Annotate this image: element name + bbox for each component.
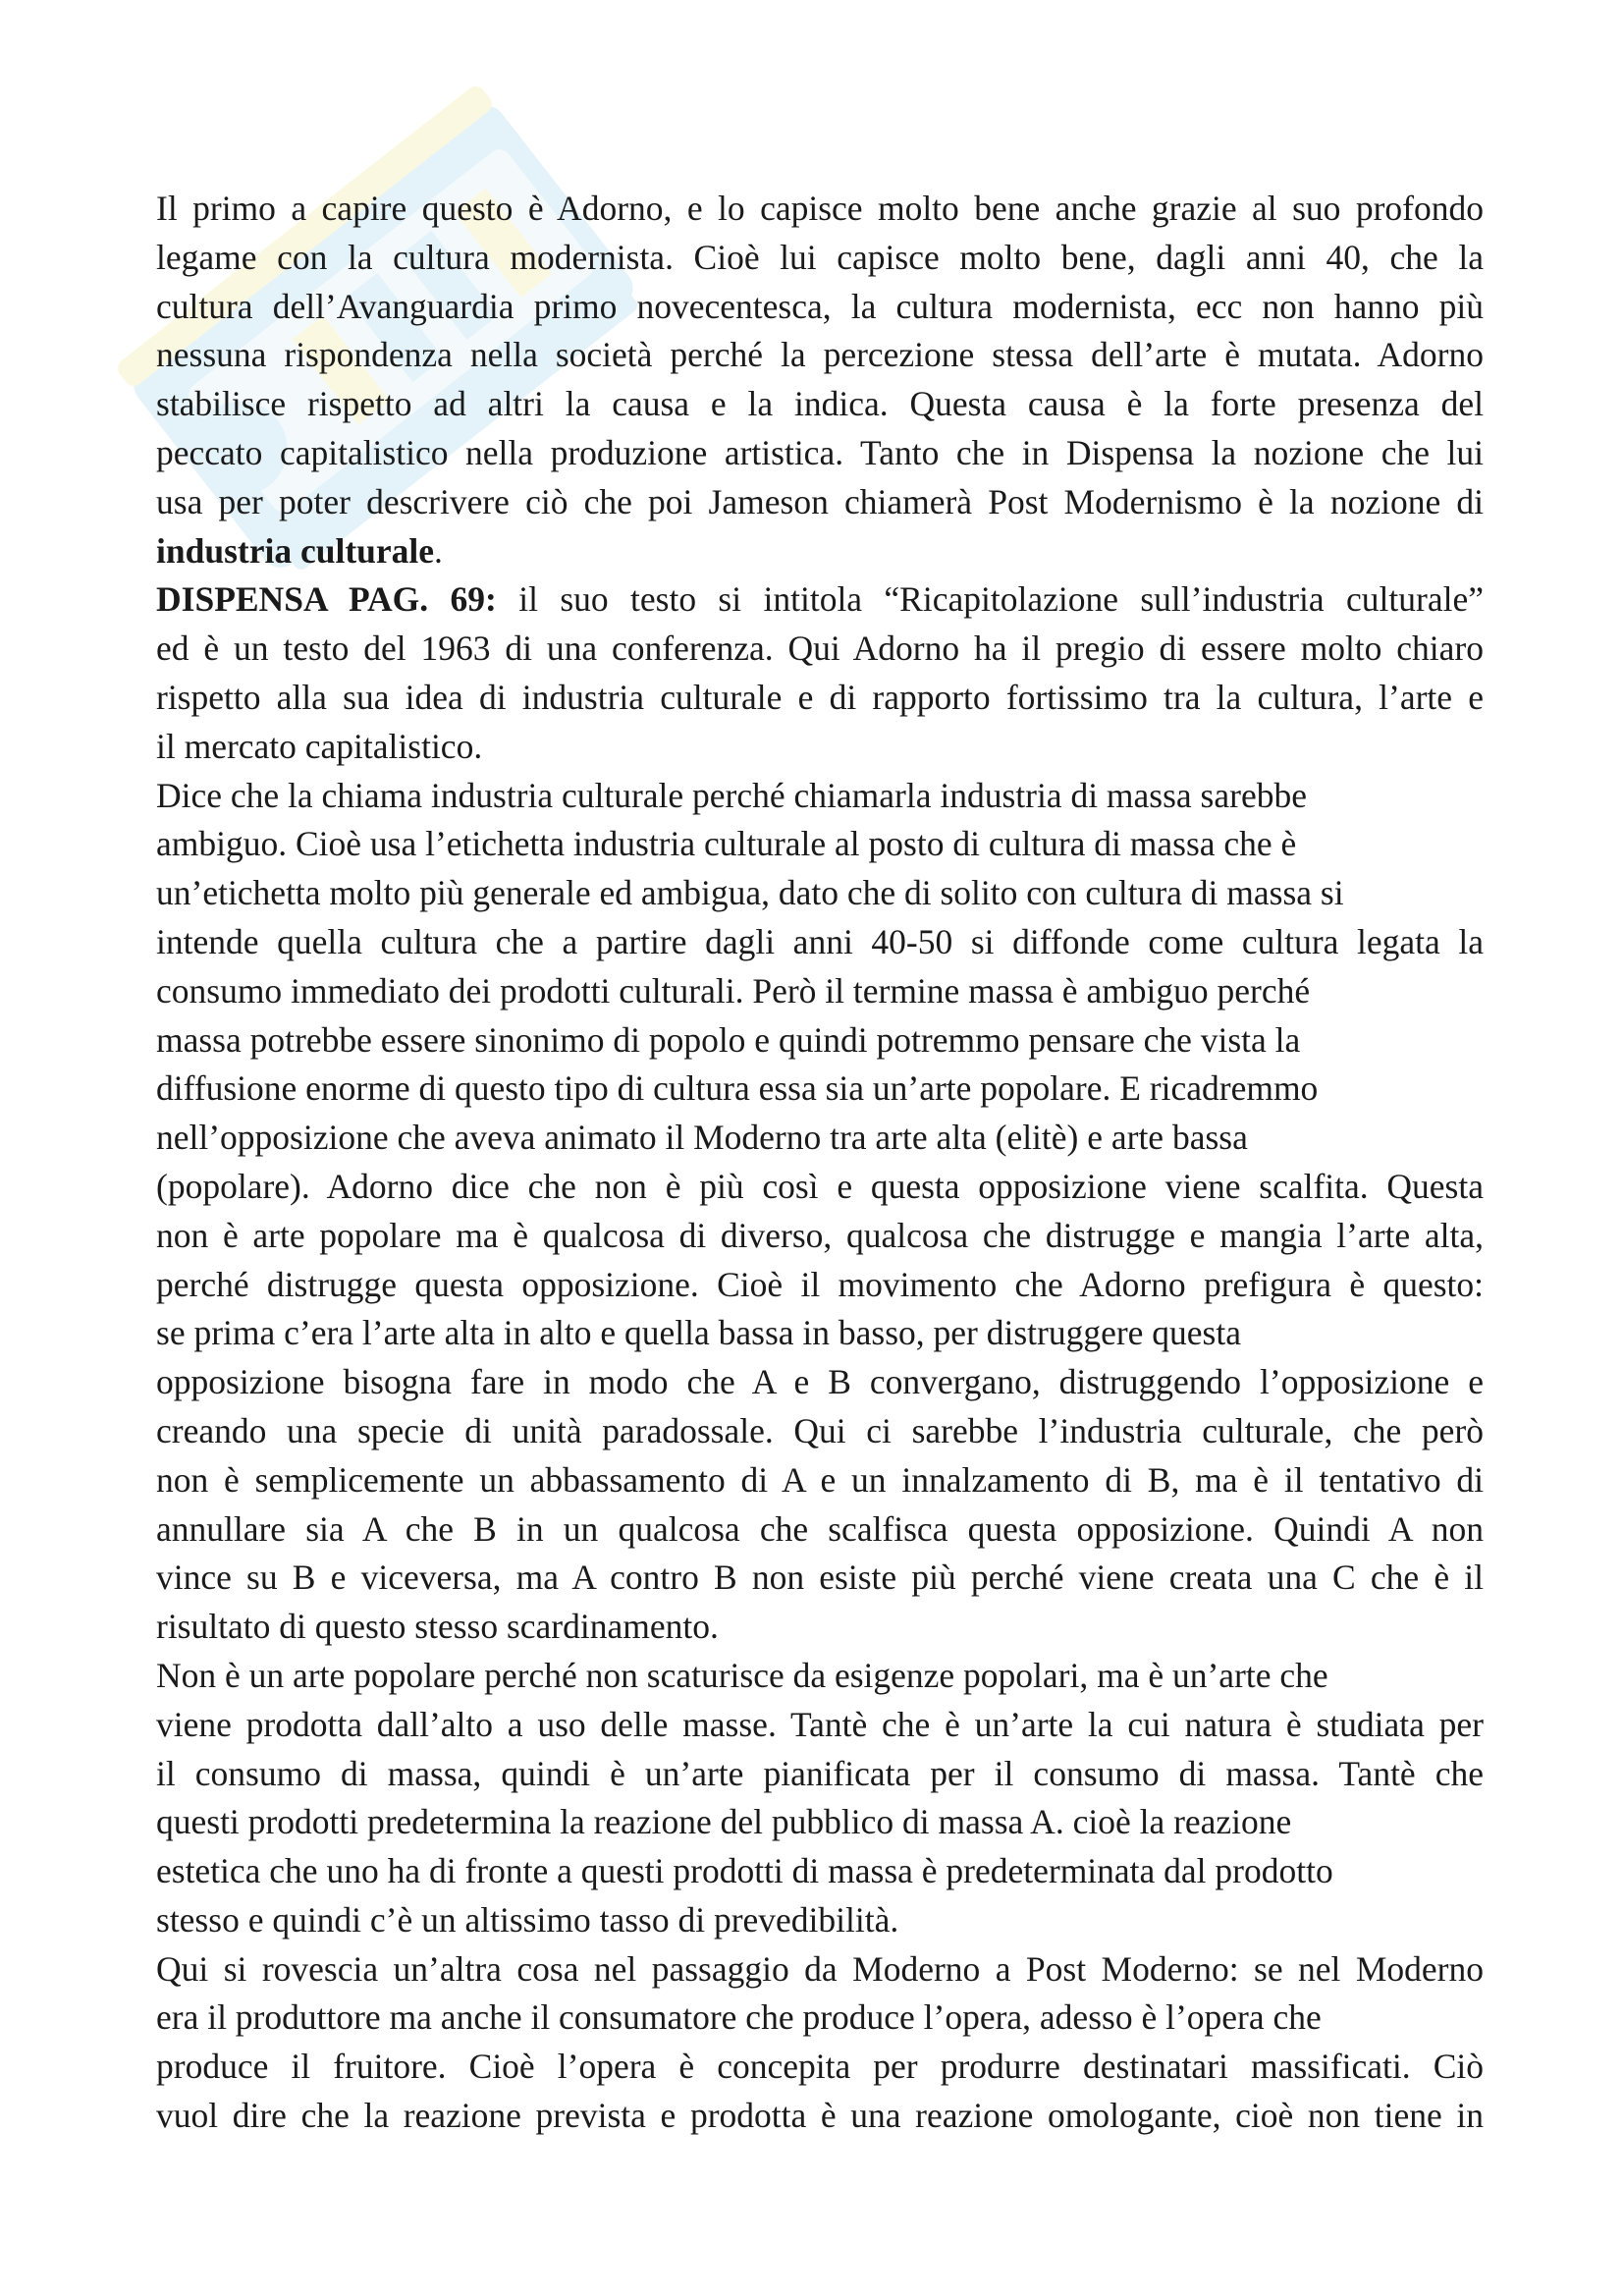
text-run: ed è un testo del 1963 di una conferenza. Qui Adorno ha il pregio di essere molto chiaro: [156, 629, 1484, 669]
text-run: il consumo di massa, quindi è un’arte pianificata per il consumo di massa. Tantè che: [156, 1753, 1484, 1793]
text-line: [156, 380, 1484, 429]
text-line: [156, 772, 1484, 821]
text-line: [156, 1994, 1484, 2043]
text-line: [156, 283, 1484, 332]
paragraph: [156, 772, 1484, 1652]
text-run: risultato di questo stesso scardinamento.: [156, 1607, 719, 1647]
text-run: non è semplicemente un abbassamento di A e un innalzamento di B, ma è il tentativo di: [156, 1459, 1484, 1500]
text-line: [156, 1016, 1484, 1066]
text-line: [156, 2043, 1484, 2092]
text-line: [156, 478, 1484, 527]
text-run: questi prodotti predetermina la reazione del pubblico di massa A. cioè la reazione: [156, 1802, 1292, 1842]
text-line: [156, 1212, 1484, 1261]
text-run: intende quella cultura che a partire dagli anni 40-50 si diffonde come cultura legata la: [156, 921, 1484, 961]
text-line: [156, 1309, 1484, 1358]
text-run: se prima c’era l’arte alta in alto e quella bassa in basso, per distruggere questa: [156, 1313, 1241, 1353]
text-line: [156, 1407, 1484, 1456]
text-run: nessuna rispondenza nella società perché la percezione stessa dell’arte è mutata. Adorno: [156, 335, 1484, 375]
text-line: [156, 1847, 1484, 1896]
text-run: legame con la cultura modernista. Cioè lui capisce molto bene, dagli anni 40, che la: [156, 237, 1484, 277]
text-run: non è arte popolare ma è qualcosa di diverso, qualcosa che distrugge e mangia l’arte alta,: [156, 1215, 1484, 1255]
text-line: [156, 1896, 1484, 1945]
text-line: [156, 869, 1484, 918]
text-line: [156, 234, 1484, 283]
text-run: il suo testo si intitola “Ricapitolazione sull’industria culturale”: [496, 579, 1484, 620]
text-line: [156, 527, 1484, 576]
text-line: [156, 2092, 1484, 2141]
text-run: il mercato capitalistico.: [156, 726, 483, 766]
text-run: nell’opposizione che aveva animato il Moderno tra arte alta (elitè) e arte bassa: [156, 1118, 1248, 1158]
text-line: [156, 331, 1484, 380]
text-line: [156, 429, 1484, 478]
text-run: perché distrugge questa opposizione. Cioè il movimento che Adorno prefigura è questo:: [156, 1264, 1484, 1304]
text-line: [156, 1701, 1484, 1750]
text-run: massa potrebbe essere sinonimo di popolo e quindi potremmo pensare che vista la: [156, 1019, 1301, 1060]
text-line: [156, 1065, 1484, 1114]
paragraph: [156, 1652, 1484, 1945]
text-run: cultura dell’Avanguardia primo novecentesca, la cultura modernista, ecc non hanno più: [156, 286, 1484, 326]
text-line: [156, 1945, 1484, 1995]
text-run: Qui si rovescia un’altra cosa nel passaggio da Moderno a Post Moderno: se nel Moderno: [156, 1948, 1484, 1989]
text-line: [156, 1750, 1484, 1799]
text-line: [156, 918, 1484, 967]
document-text: [156, 185, 1484, 2141]
text-run: Il primo a capire questo è Adorno, e lo capisce molto bene anche grazie al suo profondo: [156, 189, 1484, 228]
text-line: [156, 185, 1484, 234]
text-line: [156, 1652, 1484, 1701]
text-run: opposizione bisogna fare in modo che A e B convergano, distruggendo l’opposizione e: [156, 1362, 1484, 1402]
text-run: stesso e quindi c’è un altissimo tasso di prevedibilità.: [156, 1899, 899, 1940]
text-run: usa per poter descrivere ciò che poi Jameson chiamerà Post Modernismo è la nozione di: [156, 481, 1484, 521]
text-line: [156, 1114, 1484, 1163]
bold-text: DISPENSA PAG. 69:: [156, 579, 497, 620]
text-run: stabilisce rispetto ad altri la causa e la indica. Questa causa è la forte presenza del: [156, 384, 1484, 424]
text-line: [156, 1261, 1484, 1310]
text-run: ambiguo. Cioè usa l’etichetta industria culturale al posto di cultura di massa che è: [156, 824, 1297, 864]
text-run: era il produttore ma anche il consumatore che produce l’opera, adesso è l’opera che: [156, 1997, 1322, 2038]
text-line: [156, 1554, 1484, 1603]
text-line: [156, 1603, 1484, 1652]
text-run: .: [434, 530, 443, 571]
text-run: consumo immediato dei prodotti culturali. Però il termine massa è ambiguo perché: [156, 970, 1311, 1011]
text-run: produce il fruitore. Cioè l’opera è concepita per produrre destinatari massificati. Ciò: [156, 2047, 1484, 2087]
text-run: vince su B e viceversa, ma A contro B non esiste più perché viene creata una C che è il: [156, 1558, 1484, 1598]
text-run: vuol dire che la reazione prevista e prodotta è una reazione omologante, cioè non tiene in: [156, 2096, 1484, 2136]
text-run: estetica che uno ha di fronte a questi prodotti di massa è predeterminata dal prodotto: [156, 1851, 1333, 1891]
text-run: un’etichetta molto più generale ed ambigua, dato che di solito con cultura di massa si: [156, 873, 1344, 913]
text-run: peccato capitalistico nella produzione artistica. Tanto che in Dispensa la nozione che lui: [156, 432, 1484, 472]
text-line: [156, 1358, 1484, 1407]
text-line: [156, 674, 1484, 723]
text-line: [156, 1456, 1484, 1505]
text-line: [156, 967, 1484, 1016]
text-line: [156, 1505, 1484, 1555]
text-run: rispetto alla sua idea di industria culturale e di rapporto fortissimo tra la cultura, l’arte e: [156, 677, 1484, 717]
paragraph: [156, 1945, 1484, 2141]
text-run: (popolare). Adorno dice che non è più così e questa opposizione viene scalfita. Questa: [156, 1166, 1484, 1206]
text-line: [156, 1163, 1484, 1212]
bold-text: industria culturale: [156, 530, 435, 571]
text-run: annullare sia A che B in un qualcosa che scalfisca questa opposizione. Quindi A non: [156, 1508, 1484, 1549]
text-line: [156, 820, 1484, 869]
text-run: diffusione enorme di questo tipo di cultura essa sia un’arte popolare. E ricadremmo: [156, 1068, 1319, 1109]
paragraph: [156, 185, 1484, 575]
text-line: [156, 1798, 1484, 1847]
text-line: [156, 575, 1484, 625]
text-run: viene prodotta dall’alto a uso delle masse. Tantè che è un’arte la cui natura è studiata per: [156, 1704, 1484, 1744]
text-run: Non è un arte popolare perché non scaturisce da esigenze popolari, ma è un’arte che: [156, 1655, 1328, 1695]
text-run: Dice che la chiama industria culturale perché chiamarla industria di massa sarebbe: [156, 775, 1307, 815]
paragraph: [156, 575, 1484, 771]
text-line: [156, 723, 1484, 772]
text-line: [156, 625, 1484, 674]
text-run: creando una specie di unità paradossale. Qui ci sarebbe l’industria culturale, che però: [156, 1410, 1484, 1450]
